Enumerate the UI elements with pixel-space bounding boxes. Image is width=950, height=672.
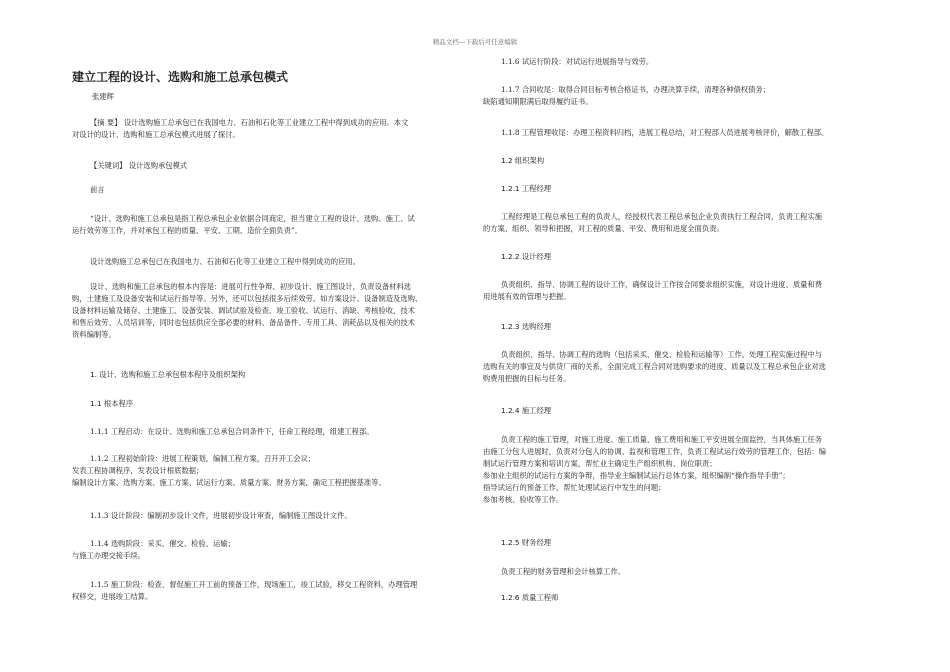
- section-heading: 1.2.5 财务经理: [501, 538, 552, 547]
- paragraph-line: 负责工程的施工管理，对施工进度、施工质量、施工费用和施工平安进展全面监控，当具体施工任务: [501, 435, 823, 444]
- paragraph: [483, 279, 823, 303]
- abstract-line: 【摘 要】 设计选购施工总承包已在我国电力、石油和石化等工业建立工程中得到成功的应用。本文: [90, 118, 409, 127]
- paragraph-line: 设计、选购和施工总承包的根本内容是：进展可行性争辩、初步设计、施工图设计，负责设备材料选: [90, 282, 412, 291]
- paragraph-line: 参加考核、验收等工作。: [483, 495, 564, 504]
- paragraph: 负责工程的财务管理和会计核算工作。: [501, 567, 626, 576]
- author: 张建辉: [92, 92, 114, 101]
- section-heading: 1.2.4 施工经理: [501, 406, 552, 415]
- paragraph: [72, 538, 235, 562]
- paragraph-line: 与施工办理交接手续。: [72, 551, 145, 560]
- paragraph-line: 1.1.7 合同收尾：取得合同目标考核合格证书，办理决算手续，清理各种债权债务；: [501, 85, 770, 94]
- paragraph-line: 权移交，进展竣工结算。: [72, 592, 153, 601]
- section-heading: 1. 设计、选购和施工总承包根本程序及组织架构: [90, 370, 246, 379]
- paragraph: [483, 84, 770, 108]
- paragraph-line: 1.1.4 选购阶段：采买、催交、检验、运输；: [90, 539, 235, 548]
- paragraph-line: 参加业主组织的试运行方案的争辩，指导业主编制试运行总体方案，组织编制“操作指导手册”；: [483, 471, 790, 480]
- abstract-line: 对设计的设计、选购和施工总承包模式进展了探讨。: [72, 130, 240, 139]
- paragraph: [483, 349, 826, 385]
- paragraph: [483, 434, 826, 506]
- paragraph: [72, 213, 415, 237]
- paragraph-line: 缺陷通知期限满后取得履约证书。: [483, 97, 593, 106]
- article-title: 建立工程的设计、选购和施工总承包模式: [72, 70, 289, 84]
- paragraph-line: 编制设计方案、选购方案、施工方案、试运行方案、质量方案、财务方案，确定工程把握基准等。: [72, 478, 386, 487]
- paragraph-line: 资料编制等。: [72, 330, 116, 339]
- section-heading: 1.2.1 工程经理: [501, 184, 552, 193]
- paragraph-line: 设备材料运输及储存、土建施工、设备安装、调试试验及检查、竣工验收、试运行、消缺、考核验收、技术: [72, 306, 415, 315]
- preface-heading: 前言: [90, 185, 105, 194]
- paragraph: 设计选购施工总承包已在我国电力、石油和石化等工业建立工程中得到成功的应用。: [90, 257, 360, 266]
- paragraph-line: 的方案、组织、领导和把握，对工程的质量、平安、费用和进度全面负责。: [483, 224, 724, 233]
- paragraph-line: 负责组织、指导、协调工程的设计工作，确保设计工作按合同要求组织实施，对设计进度、质量和费: [501, 280, 823, 289]
- paragraph: [483, 211, 823, 235]
- abstract: [72, 117, 409, 141]
- paragraph-line: 负责组织、指导、协调工程的选购（包括采买、催交、检验和运输等）工作，处理工程实施过程中与: [501, 350, 823, 359]
- paragraph-line: 工程经理是工程总承包工程的负责人，经授权代表工程总承包企业负责执行工程合同，负责工程实施: [501, 212, 823, 221]
- section-heading: 1.2.2 设计经理: [501, 252, 552, 261]
- paragraph-line: 1.1.5 施工阶段：检查、督促施工开工前的预备工作，现场施工，竣工试验，移交工程资料，办理管理: [90, 580, 418, 589]
- section-heading: 1.2 组织架构: [501, 156, 545, 165]
- section-heading: 1.2.6 质量工程师: [501, 593, 559, 602]
- paragraph: [72, 453, 386, 489]
- paragraph-line: 购费用把握的目标与任务。: [483, 374, 571, 383]
- paragraph-line: 用进展有效的管理与把握。: [483, 292, 571, 301]
- paragraph: 1.1.8 工程管理收尾：办理工程资料归档，进展工程总结，对工程部人员进展考核评价，解散工程部。: [501, 128, 829, 137]
- paragraph: 1.1.6 试运行阶段：对试运行进展指导与效劳。: [501, 57, 654, 66]
- paragraph-line: 由施工分包人进展时，负责对分包人的协调、监视和管理工作，负责工程试运行效劳的管理工作，包括：编: [483, 447, 826, 456]
- paragraph: 1.1.3 设计阶段：编制初步设计文件，进展初步设计审查，编制施工图设计文件。: [90, 511, 352, 520]
- paragraph: [72, 579, 418, 603]
- paragraph-line: 和售后效劳、人员培训等，同时也包括供应全部必要的材料、备品备件、专用工具、消耗品以及相关的技术: [72, 318, 415, 327]
- paragraph-line: 指导试运行的预备工作，帮忙处理试运行中发生的问题；: [483, 483, 666, 492]
- page-header: 精品文档---下载后可任意编辑: [432, 38, 518, 46]
- paragraph-line: 1.1.2 工程初始阶段：进展工程策划，编制工程方案，召开开工会议；: [90, 454, 316, 463]
- paragraph: 1.1.1 工程启动：在设计、选购和施工总承包合同条件下，任命工程经理，组建工程部。: [90, 427, 374, 436]
- paragraph-line: 购，土建施工及设备安装和试运行指导等。另外，还可以包括很多后续效劳。如方案设计、设备制造及选购、: [72, 294, 423, 303]
- keywords: 【关键词】 设计选购承包模式: [90, 161, 188, 170]
- paragraph-line: “设计、选购和施工总承包是指工程总承包企业依据合同商定，担当建立工程的设计、选购、施工、试: [90, 214, 415, 223]
- paragraph-line: 制试运行管理方案和培训方案，帮忙业主确定生产组织机构、岗位职责；: [483, 459, 717, 468]
- paragraph: [72, 281, 423, 341]
- paragraph-line: 发表工程协调程序，发表设计根底数据；: [72, 466, 204, 475]
- section-heading: 1.2.3 选购经理: [501, 322, 552, 331]
- paragraph-line: 选购有关的事宜及与供货厂商的关系，全面完成工程合同对选购要求的进度、质量以及工程总承包企业对选: [483, 362, 826, 371]
- paragraph-line: 运行效劳等工作，并对承包工程的质量、平安、工期、造价全面负责”。: [72, 226, 302, 235]
- section-heading: 1.1 根本程序: [90, 399, 134, 408]
